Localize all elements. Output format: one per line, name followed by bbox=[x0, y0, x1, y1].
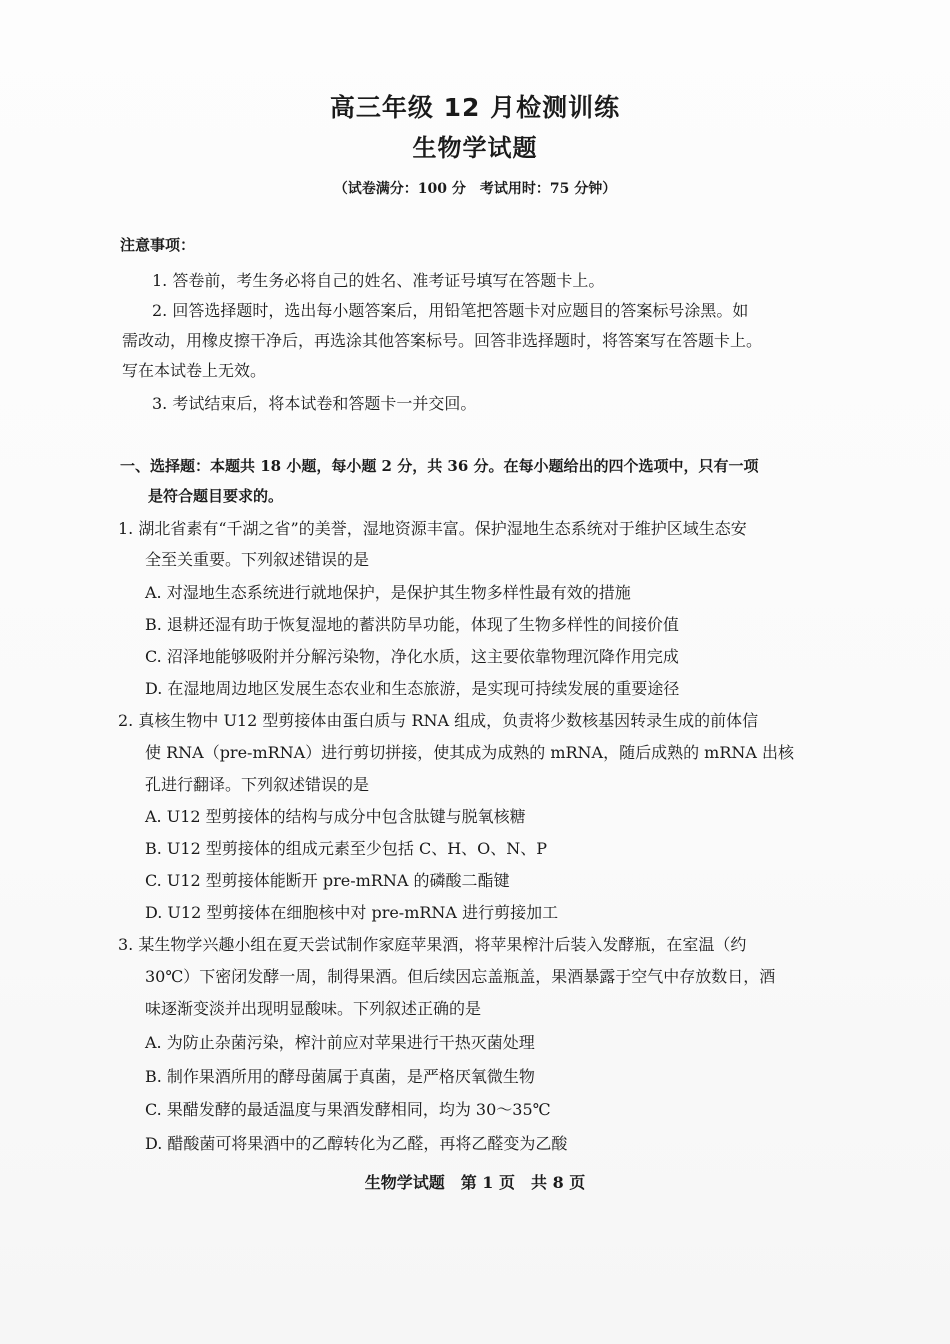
question-2-stem: 孔进行翻译。下列叙述错误的是 bbox=[145, 775, 370, 794]
question-1-option-c: C. 沼泽地能够吸附并分解污染物，净化水质，这主要依靠物理沉降作用完成 bbox=[145, 647, 679, 666]
question-2-option-a: A. U12 型剪接体的结构与成分中包含肽键与脱氧核糖 bbox=[145, 807, 526, 826]
notice-line: 需改动，用橡皮擦干净后，再选涂其他答案标号。回答非选择题时，将答案写在答题卡上。 bbox=[122, 331, 763, 350]
question-3-stem: 味逐渐变淡并出现明显酸味。下列叙述正确的是 bbox=[145, 999, 482, 1018]
exam-meta: （试卷满分：100 分 考试用时：75 分钟） bbox=[333, 181, 617, 197]
notice-line: 2. 回答选择题时，选出每小题答案后，用铅笔把答题卡对应题目的答案标号涂黑。如 bbox=[152, 301, 749, 320]
question-3-option-c: C. 果醋发酵的最适温度与果酒发酵相同，均为 30～35℃ bbox=[145, 1100, 551, 1119]
page-title: 高三年级 12 月检测训练 bbox=[329, 93, 621, 122]
question-1-option-a: A. 对湿地生态系统进行就地保护，是保护其生物多样性最有效的措施 bbox=[145, 583, 631, 602]
question-2-option-c: C. U12 型剪接体能断开 pre-mRNA 的磷酸二酯键 bbox=[145, 871, 510, 890]
question-3-option-b: B. 制作果酒所用的酵母菌属于真菌，是严格厌氧微生物 bbox=[145, 1067, 535, 1086]
page-subtitle: 生物学试题 bbox=[412, 134, 538, 162]
question-2-option-b: B. U12 型剪接体的组成元素至少包括 C、H、O、N、P bbox=[145, 839, 548, 858]
question-2-stem: 2. 真核生物中 U12 型剪接体由蛋白质与 RNA 组成，负责将少数核基因转录生成的前体信 bbox=[118, 711, 759, 730]
section-heading-cont: 是符合题目要求的。 bbox=[148, 487, 284, 505]
question-3-stem: 30℃）下密闭发酵一周，制得果酒。但后续因忘盖瓶盖，果酒暴露于空气中存放数日，酒 bbox=[145, 967, 776, 986]
question-1-stem: 1. 湖北省素有“千湖之省”的美誉，湿地资源丰富。保护湿地生态系统对于维护区域生态安 bbox=[118, 519, 747, 538]
question-2-stem: 使 RNA（pre-mRNA）进行剪切拼接，使其成为成熟的 mRNA，随后成熟的 mRNA 出核 bbox=[145, 743, 795, 762]
question-3-option-d: D. 醋酸菌可将果酒中的乙醇转化为乙醛，再将乙醛变为乙酸 bbox=[145, 1134, 568, 1153]
notice-line: 写在本试卷上无效。 bbox=[122, 361, 267, 380]
notice-line: 3. 考试结束后，将本试卷和答题卡一并交回。 bbox=[152, 394, 477, 413]
page-footer: 生物学试题 第 1 页 共 8 页 bbox=[364, 1173, 586, 1192]
notice-line: 1. 答卷前，考生务必将自己的姓名、准考证号填写在答题卡上。 bbox=[152, 271, 605, 290]
question-1-option-d: D. 在湿地周边地区发展生态农业和生态旅游，是实现可持续发展的重要途径 bbox=[145, 679, 680, 698]
question-3-stem: 3. 某生物学兴趣小组在夏天尝试制作家庭苹果酒，将苹果榨汁后装入发酵瓶，在室温（约 bbox=[118, 935, 747, 954]
question-3-option-a: A. 为防止杂菌污染，榨汁前应对苹果进行干热灭菌处理 bbox=[145, 1033, 535, 1052]
section-heading: 一、选择题：本题共 18 小题，每小题 2 分，共 36 分。在每小题给出的四个选项中，只有一项 bbox=[120, 457, 759, 475]
question-1-stem: 全至关重要。下列叙述错误的是 bbox=[145, 550, 370, 569]
notice-heading: 注意事项： bbox=[120, 236, 196, 254]
question-1-option-b: B. 退耕还湿有助于恢复湿地的蓄洪防旱功能，体现了生物多样性的间接价值 bbox=[145, 615, 679, 634]
question-2-option-d: D. U12 型剪接体在细胞核中对 pre-mRNA 进行剪接加工 bbox=[145, 903, 559, 922]
